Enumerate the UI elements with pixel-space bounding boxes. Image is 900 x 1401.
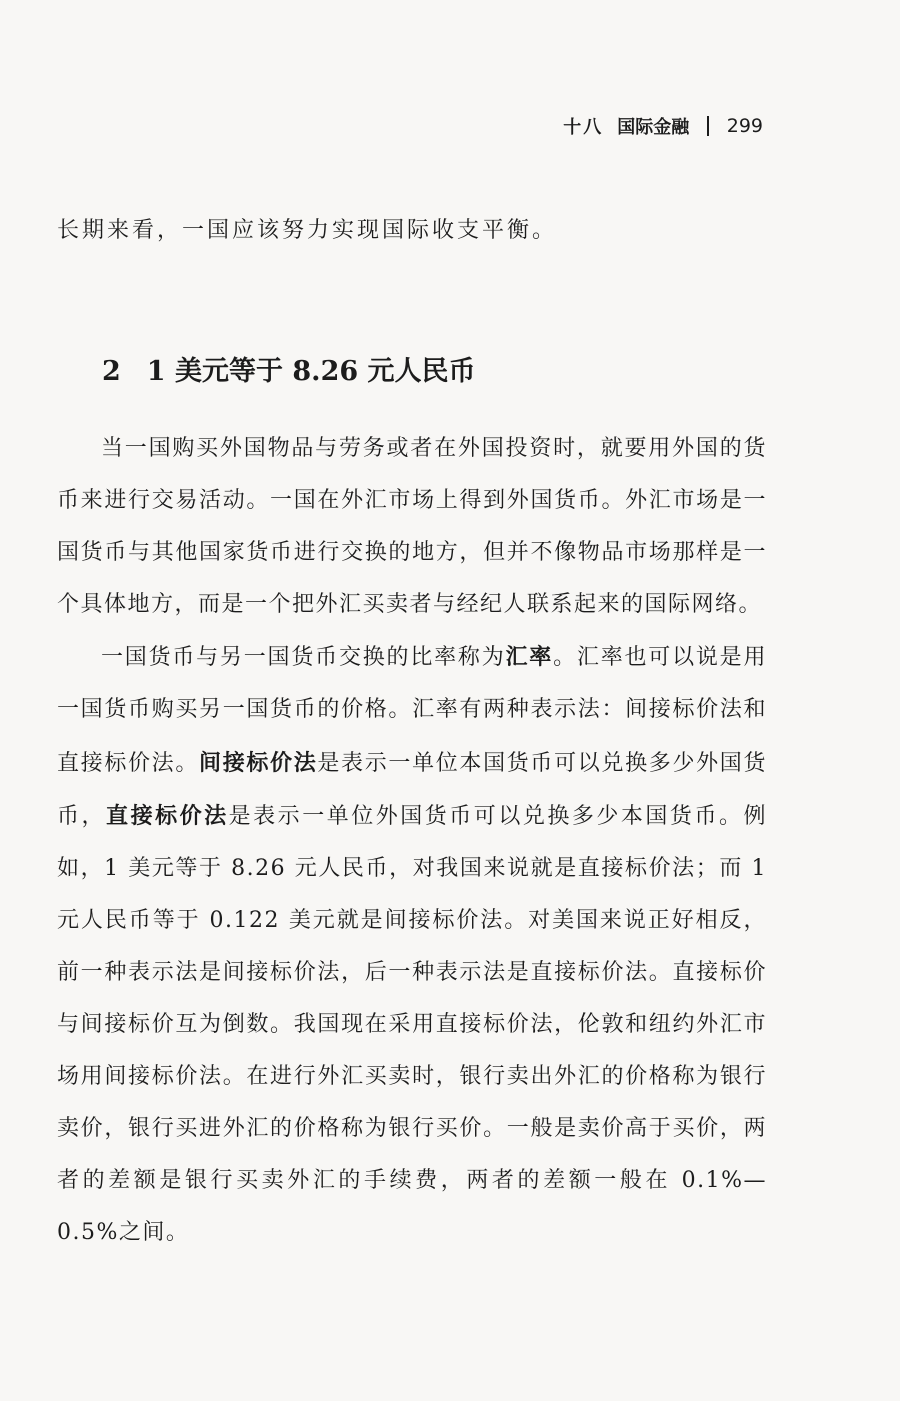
paragraph-2-text-2: 。汇率也可以说是用一国货币购买另一国货币的价格。汇率有两种表示法：间接标价法和直接标价法。	[57, 645, 767, 776]
chapter-title: 国际金融	[617, 117, 690, 138]
continuation-paragraph: 长期来看，一国应该努力实现国际收支平衡。	[57, 218, 558, 243]
page-number: 299	[726, 115, 763, 137]
term-indirect-quotation: 间接标价法	[199, 749, 318, 776]
paragraph-2-text-3: 是表示一单位本国货币可以兑换多少外国货币，	[57, 750, 767, 829]
header-divider	[707, 116, 709, 136]
term-direct-quotation: 直接标价法	[106, 802, 229, 829]
paragraph-2	[57, 631, 767, 1259]
section-number: 2	[102, 356, 121, 387]
paragraph-2-text-4: 是表示一单位外国货币可以兑换多少本国货币。例如，1 美元等于 8.26 元人民币，对我国来说就是直接标价法；而 1 元人民币等于 0.122 美元就是间接标价法。对美国来说正好相反，前一种表示法是间接标价法，后一种表示法是直接标价法。直接标价与间接标价互为倒数。我国现在采用直接标价法，伦敦和纽约外汇市场用间接标价法。在进行外汇买卖时，银行卖出外汇的价格称为银行卖价，银行买进外汇的价格称为银行买价。一般是卖价高于买价，两者的差额是银行买卖外汇的手续费，两者的差额一般在 0.1%—0.5%之间。	[57, 803, 767, 1246]
paragraph-2-text-1: 一国货币与另一国货币交换的比率称为	[101, 645, 506, 671]
chapter-number: 十八	[563, 117, 604, 138]
body-text	[57, 423, 767, 1260]
term-exchange-rate: 汇率	[505, 644, 554, 671]
section-heading	[102, 349, 476, 388]
paragraph-1: 当一国购买外国物品与劳务或者在外国投资时，就要用外国的货币来进行交易活动。一国在外汇市场上得到外国货币。外汇市场是一国货币与其他国家货币进行交换的地方，但并不像物品市场那样是一个具体地方，而是一个把外汇买卖者与经纪人联系起来的国际网络。	[57, 436, 767, 618]
section-title: 1 美元等于 8.26 元人民币	[146, 356, 476, 387]
running-header	[563, 113, 763, 139]
